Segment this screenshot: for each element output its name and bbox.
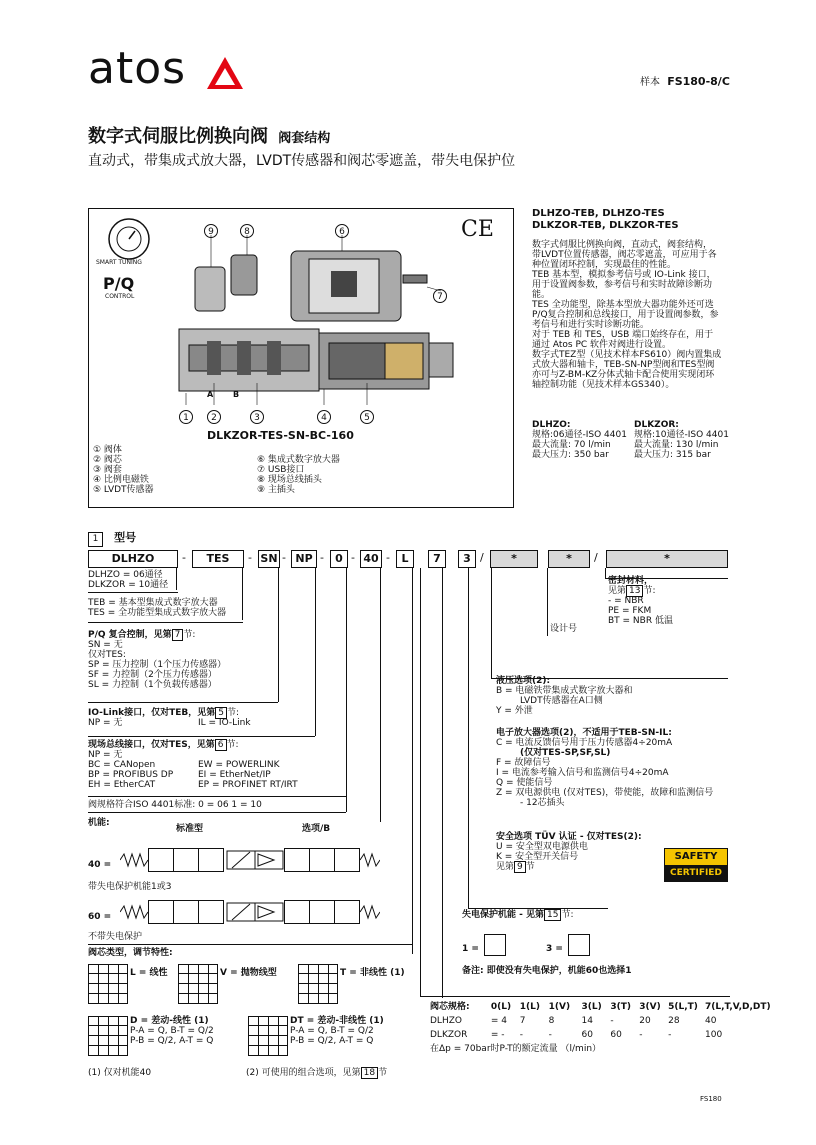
- divider: [88, 812, 346, 813]
- spec-size: 规格:10通径-ISO 4401: [634, 430, 729, 440]
- table-col: 7(L,T,V,D,DT): [705, 1002, 771, 1012]
- desc-line: TEB 基本型，模拟参考信号或 IO-Link 接口，: [532, 270, 716, 280]
- table-cell: -: [519, 1030, 523, 1040]
- divider: [88, 622, 243, 623]
- code-cell-amp: TES: [192, 550, 244, 568]
- fail-symbol-1: [484, 934, 506, 956]
- iol-title: [88, 708, 251, 718]
- opt-hy: Y = 外泄: [496, 706, 533, 716]
- opt-nbr: - = NBR: [608, 596, 644, 606]
- table-cell: 100: [705, 1030, 723, 1040]
- opt-c2: (仅对TES-SP,SF,SL): [520, 748, 611, 758]
- opt-z: Z = 双电源供电 (仅对TES)，带使能，故障和监测信号: [496, 788, 714, 798]
- spec-pressure: 最大压力: 350 bar: [532, 450, 609, 460]
- code-cell-func: 40: [360, 550, 382, 568]
- badge-line1: SAFETY: [665, 849, 727, 865]
- table-cell: 28: [668, 1016, 680, 1026]
- bus-title-text: 现场总线接口，仅对TES，见第: [88, 740, 215, 750]
- code-cell-series: DLHZO: [88, 550, 178, 568]
- code-sep: -: [320, 551, 324, 564]
- spec-name: DLHZO:: [532, 420, 571, 430]
- bus-suffix: 节:: [226, 740, 239, 750]
- spool-curve-nonlinear: [298, 964, 338, 1004]
- port-b-label: B: [233, 390, 240, 399]
- code-sep: -: [386, 551, 390, 564]
- valve-illustration: [159, 233, 469, 408]
- fail-title: [462, 910, 574, 921]
- table-col: 3(V): [639, 1002, 661, 1012]
- table-row: [430, 1028, 771, 1042]
- desc-line: 数字式TEZ型（见技术样本FS610）阀内置集成: [532, 350, 722, 360]
- callout-2: [207, 405, 221, 424]
- code-sep: /: [480, 551, 484, 564]
- opt-dlkzor: DLKZOR = 10通径: [88, 580, 169, 590]
- code-sep: -: [182, 551, 186, 564]
- divider: [88, 702, 278, 703]
- fail-title-text: 失电保护机能 - 见第: [462, 910, 545, 920]
- series-options: [88, 570, 168, 590]
- bus-sec: 6: [215, 739, 227, 751]
- callout-1: [179, 405, 193, 424]
- badge-line2: CERTIFIED: [670, 868, 722, 878]
- seal-options: [608, 576, 673, 626]
- opt-bc: BC = CANopen: [88, 760, 156, 770]
- desc-line: 通过 Atos PC 软件对阀进行设置。: [532, 340, 672, 350]
- divider: [88, 736, 315, 737]
- safe-sec-pre: 见第: [496, 862, 515, 872]
- divider: [88, 944, 412, 945]
- table-cell: = 4: [490, 1016, 508, 1026]
- table-col: 0(L): [490, 1002, 512, 1012]
- pq-sec: 7: [172, 629, 184, 641]
- safe-sec: 9: [514, 861, 526, 873]
- seal-title: 密封材料，: [608, 576, 654, 586]
- desc-line: 能。: [532, 290, 551, 300]
- solenoid-icon: [254, 902, 284, 922]
- opt-tes: TES = 全功能型集成式数字放大器: [88, 608, 227, 618]
- spring-icon: [120, 904, 148, 920]
- desc-line: 式放大器和轴卡，TEB-SN-NP型阀和TES型阀: [532, 360, 715, 370]
- table-cell: 20: [639, 1016, 651, 1026]
- safe-options: [496, 832, 642, 872]
- spool-size-table: [430, 1000, 771, 1056]
- dlkzor-specs: [634, 420, 729, 460]
- code-cell-failsafe: 3: [458, 550, 476, 568]
- legend-left: [93, 445, 154, 495]
- code-cell-pq: SN: [258, 550, 280, 568]
- callout-8-num: 8: [240, 224, 254, 238]
- code-cell-bus: NP: [291, 550, 317, 568]
- callout-2-num: 2: [207, 410, 221, 424]
- el-title: 电子放大器选项(2)，不适用于TEB-SN-IL:: [496, 728, 672, 738]
- table-cell: 60: [610, 1030, 622, 1040]
- connector-line: [380, 568, 381, 822]
- opt-sf: SF = 力控制（2个压力传感器）: [88, 670, 217, 680]
- solenoid-icon: [226, 850, 256, 870]
- figure-box: [88, 208, 514, 508]
- callout-6-num: 6: [335, 224, 349, 238]
- desc-line: 数字式伺服比例换向阀，直动式，阀套结构，: [532, 240, 713, 250]
- solenoid-icon: [226, 902, 256, 922]
- legend-item: ⑥ 集成式数字放大器: [257, 455, 340, 465]
- legend-right: [257, 455, 340, 495]
- table-header-label: 阀芯规格:: [430, 1002, 470, 1012]
- table-footer: 在Δp = 70bar时P-T的额定流量 （l/min）: [430, 1044, 602, 1054]
- table-cell: -: [639, 1030, 643, 1040]
- table-cell: 60: [581, 1030, 593, 1040]
- legend-item: ⑦ USB接口: [257, 465, 305, 475]
- connector-line: [315, 568, 316, 736]
- iso-option: 阀规格符合ISO 4401标准: 0 = 06 1 = 10: [88, 800, 262, 810]
- legend-item: ⑨ 主插头: [257, 485, 295, 495]
- title-main: 数字式伺服比例换向阀: [88, 126, 268, 147]
- logo: [88, 44, 258, 94]
- table-cell: 40: [705, 1016, 717, 1026]
- opt-q: Q = 使能信号: [496, 778, 553, 788]
- spool-t: T = 非线性 (1): [340, 968, 405, 978]
- pq-options: [88, 630, 226, 690]
- smart-tuning-icon: [107, 217, 151, 261]
- fail-1: 1 =: [462, 944, 479, 954]
- valve-symbol-60-std: [148, 900, 224, 924]
- solenoid-icon: [254, 850, 284, 870]
- doc-code-prefix: 样本: [640, 77, 660, 88]
- callout-4: [317, 405, 331, 424]
- divider: [420, 996, 730, 997]
- callout-4-num: 4: [317, 410, 331, 424]
- opt-i: I = 电流参考输入信号和监测信号4÷20mA: [496, 768, 669, 778]
- connector-line: [468, 568, 469, 908]
- opt-k: K = 安全型开关信号: [496, 852, 579, 862]
- opt-bp: BP = PROFIBUS DP: [88, 770, 174, 780]
- fail-symbol-3: [568, 934, 590, 956]
- connector-line: [605, 568, 606, 578]
- code-cell-seal: *: [606, 550, 728, 568]
- design-number: 设计号: [550, 624, 578, 634]
- fail-note: 备注: 即使没有失电保护，机能60也选择1: [462, 966, 632, 976]
- legend-item: ③ 阀套: [93, 465, 122, 475]
- connector-line: [547, 568, 548, 636]
- spool-v: V = 抛物线型: [220, 968, 277, 978]
- spool-curve-diff-nonlinear: [248, 1016, 288, 1056]
- spool-type-title: 阀芯类型，调节特性:: [88, 948, 173, 958]
- doc-code-value: FS180-8/C: [667, 75, 730, 88]
- spec-pressure: 最大压力: 315 bar: [634, 450, 711, 460]
- opt-np2: NP = 无: [88, 750, 123, 760]
- table-cell: -: [668, 1030, 672, 1040]
- connector-line: [420, 568, 421, 996]
- callout-5: [360, 405, 374, 424]
- fail-3: 3 =: [546, 944, 563, 954]
- port-a-label: A: [207, 390, 214, 399]
- page-footer: FS180: [700, 1095, 722, 1103]
- page-title: [88, 126, 330, 150]
- legend-item: ② 阀芯: [93, 455, 122, 465]
- desc-line: 对于 TEB 和 TES，USB 端口始终存在，用于: [532, 330, 714, 340]
- fn2-sec: 18: [361, 1067, 378, 1079]
- opt-dlhzo: DLHZO = 06通径: [88, 570, 163, 580]
- func-40: 40 =: [88, 860, 112, 870]
- desc-line: TES 全功能型，除基本型放大器功能外还可选: [532, 300, 714, 310]
- spool-curve-linear: [88, 964, 128, 1004]
- divider: [468, 908, 608, 909]
- safe-title: 安全选项 TÜV 认证 - 仅对TES(2):: [496, 832, 642, 842]
- seal-sec: 13: [626, 585, 643, 597]
- opt-sl: SL = 力控制（1个负载传感器）: [88, 680, 217, 690]
- opt-f: F = 故障信号: [496, 758, 551, 768]
- spool-l: L = 线性: [130, 968, 168, 978]
- callout-1-num: 1: [179, 410, 193, 424]
- spec-name: DLKZOR:: [634, 420, 679, 430]
- hyd-title: 液压选项(2):: [496, 676, 551, 686]
- spring-icon: [360, 904, 380, 920]
- opt-sp: SP = 压力控制（1个压力传感器）: [88, 660, 227, 670]
- doc-code: [640, 76, 730, 88]
- spool-d-line: P-B = Q/2, A-T = Q: [130, 1036, 214, 1046]
- spool-d-title: D = 差动-线性 (1): [130, 1016, 209, 1026]
- connector-line: [346, 568, 347, 812]
- opt-eh: EH = EtherCAT: [88, 780, 156, 790]
- ce-mark: CE: [461, 217, 494, 242]
- desc-line: 亦可与Z-BM-KZ分体式轴卡配合使用实现闭环: [532, 370, 715, 380]
- valve-symbol-40-opt: [284, 848, 360, 872]
- opt-hb: B = 电磁铁带集成式数字放大器和: [496, 686, 633, 696]
- spec-flow: 最大流量: 70 l/min: [532, 440, 611, 450]
- spool-d: [130, 1016, 214, 1046]
- callout-3-num: 3: [250, 410, 264, 424]
- divider: [88, 592, 178, 593]
- desc-line: 带LVDT位置传感器，阀芯零遮盖，可应用于各: [532, 250, 717, 260]
- hyd-options: [496, 676, 632, 716]
- iol-options: [88, 708, 251, 728]
- side-models-2: DLKZOR-TEB, DLKZOR-TES: [532, 220, 679, 231]
- table-col: 3(L): [581, 1002, 602, 1012]
- func-fail13: 带失电保护机能1或3: [88, 882, 172, 892]
- legend-item: ④ 比例电磁铁: [93, 475, 149, 485]
- smart-tuning-label: SMART TUNING: [96, 259, 142, 266]
- section-number: 1: [88, 532, 103, 547]
- table-cell: DLHZO: [430, 1016, 462, 1026]
- connector-line: [242, 568, 243, 620]
- table-cell: 8: [548, 1016, 555, 1026]
- code-cell-spooltype: L: [396, 550, 414, 568]
- figure-model-label: DLKZOR-TES-SN-BC-160: [207, 429, 354, 442]
- bus-title: [88, 740, 298, 750]
- seal-sec-line: [608, 586, 673, 596]
- table-header-row: [430, 1000, 771, 1014]
- func-opt: 选项/B: [302, 824, 331, 834]
- safety-badge: [664, 848, 728, 882]
- spool-d-line: P-A = Q, B-T = Q/2: [130, 1026, 214, 1036]
- func-nofail: 不带失电保护: [88, 932, 143, 942]
- table-cell: 14: [581, 1016, 593, 1026]
- bus-row: [88, 770, 298, 780]
- code-sep: /: [594, 551, 598, 564]
- opt-hb2: LVDT传感器在A口侧: [520, 696, 603, 706]
- footnote-2: [246, 1068, 387, 1079]
- opt-u: U = 安全型双电源供电: [496, 842, 588, 852]
- divider: [88, 796, 346, 797]
- connector-line: [442, 568, 443, 998]
- desc-line: P/Q复合控制和总线接口，用于设置阀参数，参: [532, 310, 719, 320]
- valve-symbol-60-opt: [284, 900, 360, 924]
- func-std: 标准型: [176, 824, 204, 834]
- opt-z2: - 12芯插头: [520, 798, 565, 808]
- spool-curve-parabolic: [178, 964, 218, 1004]
- table-col: 1(V): [548, 1002, 571, 1012]
- section-title: 型号: [114, 531, 137, 544]
- amp-options: [88, 598, 226, 618]
- bus-row: [88, 780, 298, 790]
- connector-line: [176, 568, 177, 590]
- iol-suffix: 节:: [227, 708, 240, 718]
- pq-suffix: 节:: [183, 630, 196, 640]
- opt-ew: EW = POWERLINK: [198, 760, 280, 770]
- table-cell: DLKZOR: [430, 1030, 468, 1040]
- spool-curve-diff-linear: [88, 1016, 128, 1056]
- dlhzo-specs: [532, 420, 627, 460]
- spool-dt-line: P-A = Q, B-T = Q/2: [290, 1026, 374, 1036]
- callout-5-num: 5: [360, 410, 374, 424]
- side-models-1: DLHZO-TEB, DLHZO-TES: [532, 208, 665, 219]
- bus-row: [88, 760, 298, 770]
- bus-options: [88, 740, 298, 790]
- func-60: 60 =: [88, 912, 112, 922]
- table-row: [430, 1014, 771, 1028]
- logo-text: atos: [88, 43, 187, 94]
- iol-title-text: IO-Link接口，仅对TEB，见第: [88, 708, 216, 718]
- fn2-text: (2) 可使用的组合选项，见第: [246, 1068, 361, 1078]
- spool-dt-line: P-B = Q/2, A-T = Q: [290, 1036, 374, 1046]
- opt-pe: PE = FKM: [608, 606, 652, 616]
- connector-line: [412, 568, 413, 954]
- code-cell-design: *: [548, 550, 590, 568]
- desc-line: 种位置闭环控制，实现最佳的性能。: [532, 260, 677, 270]
- spring-icon: [360, 852, 380, 868]
- pq-title: [88, 630, 226, 640]
- desc-line: 用于设置阀参数，参考信号和实时故障诊断功: [532, 280, 713, 290]
- callout-3: [250, 405, 264, 424]
- footnote-1: (1) 仅对机能40: [88, 1068, 152, 1078]
- title-suffix: 阀套结构: [278, 131, 331, 146]
- connector-line: [491, 568, 492, 678]
- code-cell-spoolsize: 7: [428, 550, 446, 568]
- el-options: [496, 728, 713, 808]
- side-description: [532, 240, 721, 390]
- opt-sn: SN = 无: [88, 640, 123, 650]
- code-cell-iso: 0: [330, 550, 348, 568]
- opt-il: IL = IO-Link: [198, 718, 251, 728]
- desc-line: 考信号和进行实时诊断功能。: [532, 320, 650, 330]
- control-label: CONTROL: [105, 293, 135, 300]
- opt-np: NP = 无: [88, 718, 123, 728]
- table-cell: -: [610, 1016, 614, 1026]
- table-col: 1(L): [519, 1002, 540, 1012]
- desc-line: 轴控制功能（见技术样本GS340）。: [532, 380, 675, 390]
- pq-title-text: P/Q 复合控制，见第: [88, 630, 172, 640]
- table-col: 5(L,T): [668, 1002, 698, 1012]
- safe-sec-suf: 节: [525, 862, 535, 872]
- callout-7-num: 7: [433, 289, 447, 303]
- connector-line: [278, 568, 279, 702]
- spring-icon: [120, 852, 148, 868]
- code-sep: -: [282, 551, 286, 564]
- spool-dt-title: DT = 差动-非线性 (1): [290, 1016, 384, 1026]
- table-cell: -: [548, 1030, 552, 1040]
- table-col: 3(T): [610, 1002, 632, 1012]
- opt-bt: BT = NBR 低温: [608, 616, 673, 626]
- logo-triangle-icon: [206, 56, 244, 90]
- opt-c: C = 电流反馈信号用于压力传感器4÷20mA: [496, 738, 673, 748]
- page-subtitle: 直动式，带集成式放大器，LVDT传感器和阀芯零遮盖，带失电保护位: [88, 153, 516, 169]
- seal-sec-pre: 见第: [608, 586, 627, 596]
- code-cell-options: *: [490, 550, 538, 568]
- legend-item: ⑤ LVDT传感器: [93, 485, 154, 495]
- fail-sec: 15: [544, 909, 561, 921]
- legend-item: ⑧ 现场总线插头: [257, 475, 322, 485]
- opt-tes-only: 仅对TES:: [88, 650, 126, 660]
- spec-size: 规格:06通径-ISO 4401: [532, 430, 627, 440]
- table-cell: = -: [490, 1030, 505, 1040]
- opt-ep: EP = PROFINET RT/IRT: [198, 780, 298, 790]
- callout-9-num: 9: [204, 224, 218, 238]
- iol-row: [88, 718, 251, 728]
- spec-flow: 最大流量: 130 l/min: [634, 440, 719, 450]
- fn2-suffix: 节: [378, 1068, 388, 1078]
- func-title: 机能:: [88, 818, 110, 828]
- section-1-heading: [88, 526, 136, 547]
- fail-suf: 节:: [561, 910, 574, 920]
- code-sep: -: [248, 551, 252, 564]
- table-cell: 7: [519, 1016, 526, 1026]
- valve-symbol-40-std: [148, 848, 224, 872]
- iol-sec: 5: [215, 707, 227, 719]
- legend-item: ① 阀体: [93, 445, 122, 455]
- opt-teb: TEB = 基本型集成式数字放大器: [88, 598, 218, 608]
- code-sep: -: [351, 551, 355, 564]
- safe-sec-line: [496, 862, 642, 872]
- spool-dt: [290, 1016, 384, 1046]
- seal-sec-suf: 节:: [643, 586, 656, 596]
- opt-ei: EI = EtherNet/IP: [198, 770, 271, 780]
- pq-label: P/Q: [103, 274, 135, 293]
